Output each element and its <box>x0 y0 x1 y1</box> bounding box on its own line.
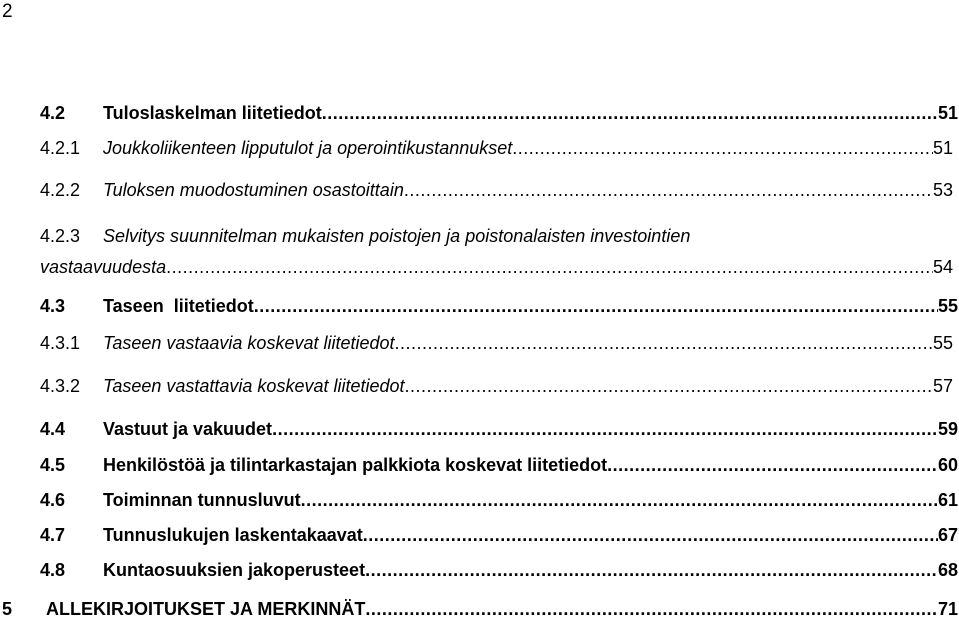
toc-entry-number: 4.3.1 <box>40 333 81 353</box>
toc-entry-4-8[interactable] <box>40 559 958 581</box>
toc-entry-number: 4.5 <box>40 455 66 475</box>
toc-entry-number: 4.7 <box>40 525 66 545</box>
toc-entry-4-2-1[interactable] <box>40 137 953 159</box>
toc-leader-dots <box>607 454 938 476</box>
toc-entry-title: Tunnuslukujen laskentakaavat <box>103 525 363 545</box>
toc-entry-title: Taseen vastaavia koskevat liitetiedot <box>103 333 395 353</box>
toc-entry-title: Selvitys suunnitelman mukaisten poistojen ja poistonalaisten investointien <box>103 226 691 246</box>
toc-entry-number: 4.2.1 <box>40 138 81 158</box>
toc-entry-title-continuation: vastaavuudesta <box>40 257 167 277</box>
toc-entry-title: Tuloksen muodostuminen osastoittain <box>103 180 404 200</box>
toc-entry-number: 4.6 <box>40 490 66 510</box>
page-number: 2 <box>2 1 13 22</box>
toc-entry-4-3-2[interactable] <box>40 375 953 397</box>
toc-entry-title: Vastuut ja vakuudet <box>103 419 273 439</box>
toc-entry-page: 67 <box>937 525 958 545</box>
toc-entry-number: 4.8 <box>40 560 66 580</box>
toc-leader-dots <box>395 332 933 354</box>
toc-entry-title: Taseen liitetiedot <box>103 296 254 316</box>
toc-entry-page: 57 <box>932 376 953 396</box>
toc-entry-number: 4.3 <box>40 296 66 316</box>
toc-leader-dots <box>254 295 938 317</box>
toc-leader-dots <box>404 179 933 201</box>
toc-leader-dots <box>166 256 933 278</box>
toc-entry-4-2-2[interactable] <box>40 179 953 201</box>
toc-entry-page: 53 <box>932 180 953 200</box>
toc-entry-4-2[interactable] <box>40 102 958 124</box>
toc-entry-page: 59 <box>937 419 958 439</box>
toc-entry-4-2-3[interactable] <box>40 225 690 247</box>
toc-entry-number: 4.2.2 <box>40 180 81 200</box>
toc-entry-5[interactable] <box>2 598 958 620</box>
toc-entry-title: Tuloslaskelman liitetiedot <box>103 103 322 123</box>
toc-leader-dots <box>301 489 938 511</box>
toc-entry-page: 51 <box>932 138 953 158</box>
toc-entry-number: 4.2.3 <box>40 226 81 246</box>
toc-entry-title: Toiminnan tunnusluvut <box>103 490 301 510</box>
toc-entry-number: 5 <box>2 599 13 619</box>
toc-entry-title: Henkilöstöä ja tilintarkastajan palkkiota koskevat liitetiedot <box>103 455 608 475</box>
toc-leader-dots <box>405 375 933 397</box>
toc-entry-number: 4.2 <box>40 103 66 123</box>
toc-entry-page: 55 <box>932 333 953 353</box>
toc-leader-dots <box>512 137 933 159</box>
toc-entry-4-5[interactable] <box>40 454 958 476</box>
toc-leader-dots <box>363 524 938 546</box>
toc-entry-title: Joukkoliikenteen lipputulot ja operointikustannukset <box>103 138 513 158</box>
toc-entry-page: 55 <box>937 296 958 316</box>
toc-entry-number: 4.4 <box>40 419 66 439</box>
toc-leader-dots <box>365 598 938 620</box>
toc-entry-page: 54 <box>932 257 953 277</box>
toc-entry-page: 68 <box>937 560 958 580</box>
toc-entry-page: 51 <box>937 103 958 123</box>
toc-entry-4-2-3-continuation[interactable] <box>40 256 953 278</box>
toc-entry-4-3-1[interactable] <box>40 332 953 354</box>
toc-entry-page: 60 <box>937 455 958 475</box>
toc-leader-dots <box>365 559 938 581</box>
toc-leader-dots <box>322 102 938 124</box>
toc-entry-title: ALLEKIRJOITUKSET JA MERKINNÄT <box>46 599 366 619</box>
toc-entry-4-3[interactable] <box>40 295 958 317</box>
toc-entry-4-6[interactable] <box>40 489 958 511</box>
toc-entry-4-7[interactable] <box>40 524 958 546</box>
toc-entry-title: Taseen vastattavia koskevat liitetiedot <box>103 376 405 396</box>
toc-entry-4-4[interactable] <box>40 418 958 440</box>
toc-entry-number: 4.3.2 <box>40 376 81 396</box>
toc-entry-page: 61 <box>937 490 958 510</box>
toc-entry-page: 71 <box>937 599 958 619</box>
toc-entry-title: Kuntaosuuksien jakoperusteet <box>103 560 366 580</box>
toc-leader-dots <box>272 418 938 440</box>
